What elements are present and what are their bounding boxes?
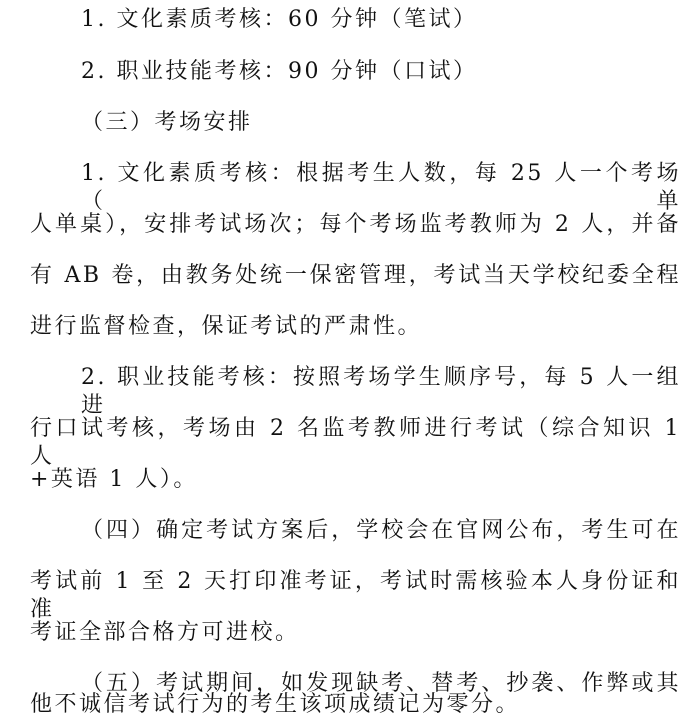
paragraph-line: +英语 1 人）。 xyxy=(30,467,198,492)
paragraph-line: 2. 职业技能考核：按照考场学生顺序号，每 5 人一组进 xyxy=(81,365,681,418)
paragraph-line: 有 AB 卷，由教务处统一保密管理，考试当天学校纪委全程 xyxy=(30,263,681,288)
paragraph-line: 他不诚信考试行为的考生该项成绩记为零分。 xyxy=(30,692,521,717)
paragraph-line: 考试前 1 至 2 天打印准考证，考试时需核验本人身份证和准 xyxy=(30,569,681,622)
paragraph-line: 1. 文化素质考核：根据考生人数，每 25 人一个考场（单 xyxy=(81,161,681,214)
paragraph-line: 行口试考核，考场由 2 名监考教师进行考试（综合知识 1 人 xyxy=(30,416,681,469)
section-heading: （三）考场安排 xyxy=(81,110,253,135)
paragraph-line: （五）考试期间，如发现缺考、替考、抄袭、作弊或其 xyxy=(81,671,681,696)
paragraph-line: 1. 文化素质考核：60 分钟（笔试） xyxy=(81,7,478,32)
paragraph-line: 进行监督检查，保证考试的严肃性。 xyxy=(30,314,423,339)
paragraph-line: 人单桌），安排考试场次；每个考场监考教师为 2 人，并备 xyxy=(30,212,681,237)
paragraph-line: （四）确定考试方案后，学校会在官网公布，考生可在 xyxy=(81,518,681,543)
paragraph-line: 考证全部合格方可进校。 xyxy=(30,620,300,645)
paragraph-line: 2. 职业技能考核：90 分钟（口试） xyxy=(81,59,478,84)
